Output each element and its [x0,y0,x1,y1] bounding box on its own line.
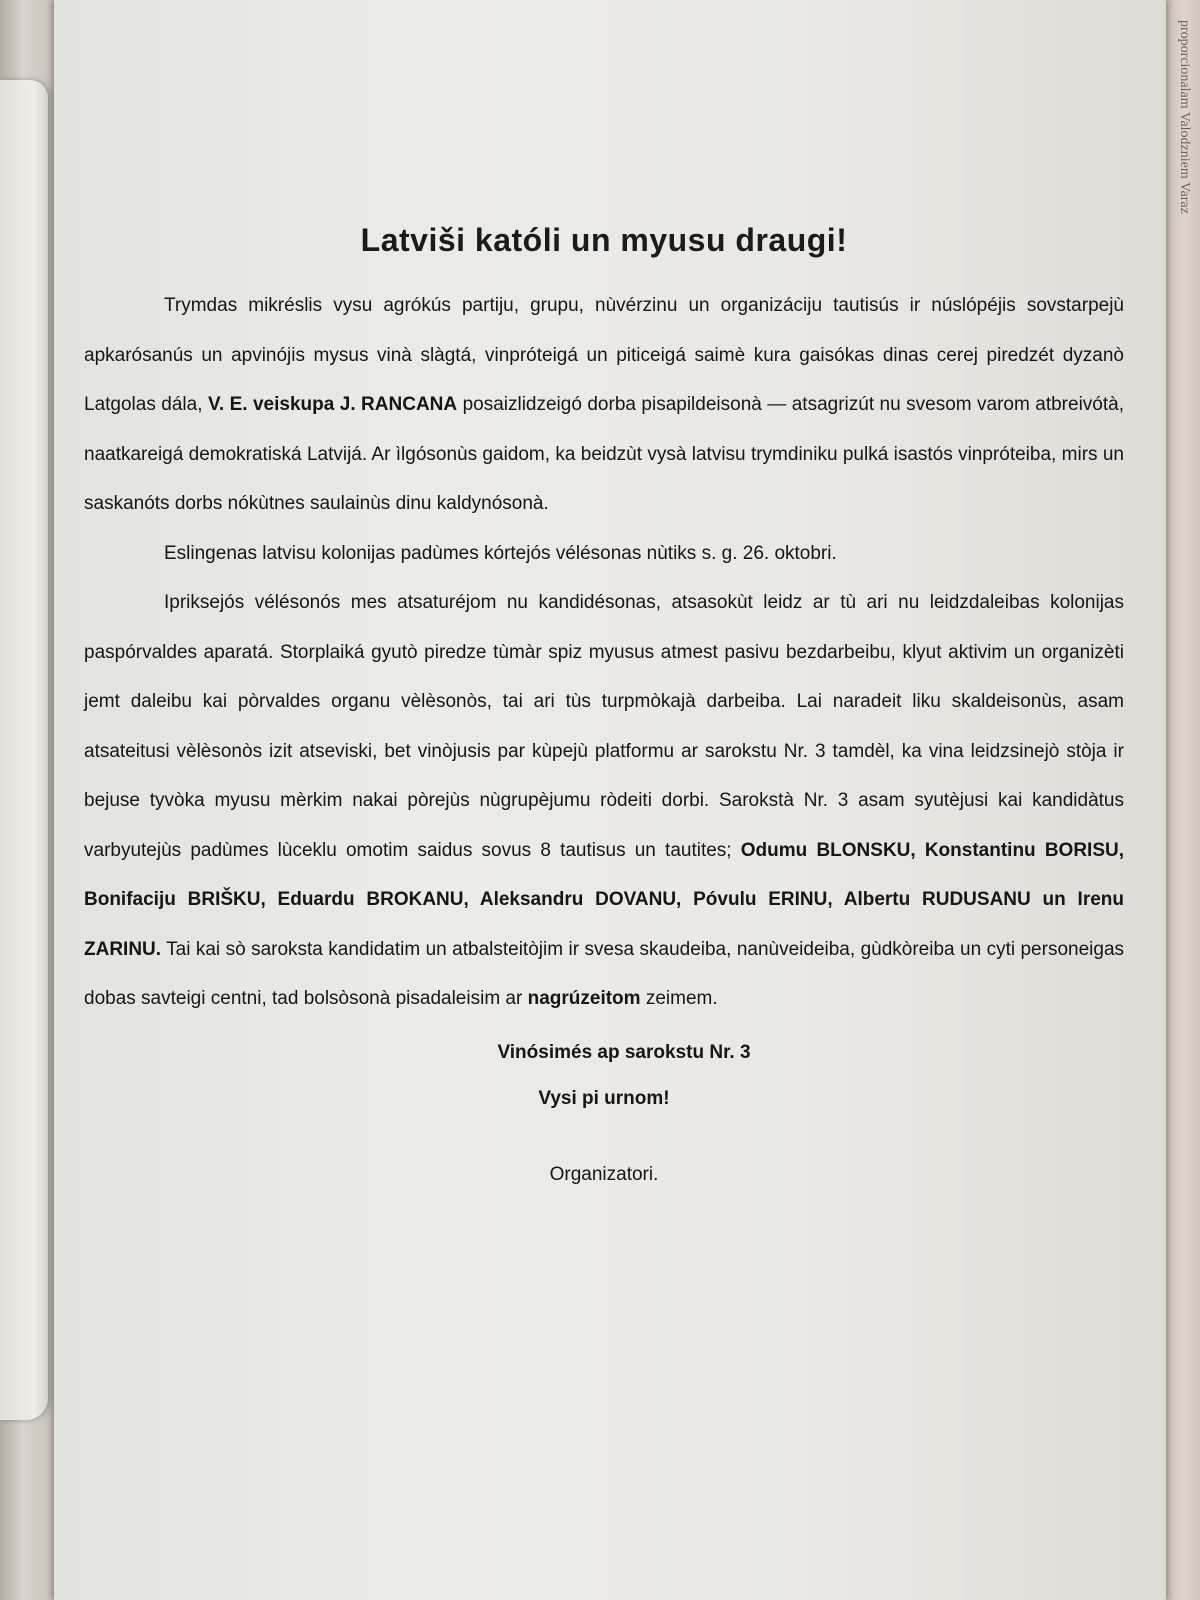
paragraph-1 [84,281,1124,529]
p1-text-c: posaizlidzeigó dorba pisapildeisonà — atsagrizút nu svesom varom atbreivótà, naatkareigá demokratiská Latvijá. Ar ìlgósonùs gaidom, ka beidzùt vysà latvisu trymdiniku pulká isastós vinpróteiba, mirs un saskanóts dorbs nókùtnes saulainùs dinu kaldynósonà. [84,394,1124,514]
margin-text: proporcionalam Valodzniem Varaz [1177,20,1192,214]
p1-text-a: Trymdas mikréslis vysu agrókús partiju, grupu, nùvérzinu un organizáciju tautisús ir núslópéjis sovstarpejù apkarósanús un apvinójis mysus vinà slàgtá, vinpróteigá un piticeigá saimè kura gaisókas dinas cerej piredzét dyzanò Latgolas dála, [84,295,1124,415]
adjacent-page-strip [1166,0,1200,1600]
document-body [84,222,1124,1186]
p3-emphasis: nagrúzeitom [527,988,641,1009]
closing-line-1: Vinósimés ap sarokstu Nr. 3 [497,1041,751,1063]
p3-text-a: Ipriksejós vélésonós mes atsaturéjom nu kandidésonas, atsasokùt leidz ar tù ari nu leidzdaleibas kolonijas paspórvaldes aparatá. Storplaiká gyutò piredze tùmàr spiz myusus atmest pasivu bezdarbeibu, klyut aktivim un organizèti jemt daleibu kai pòrvaldes organu vèlèsonòs, tai ari tùs turpmòkajà darbeiba. Lai naradeit liku skaldeisonùs, asam atsateitusi vèlèsonòs izit atseviski, bet vinòjusis par kùpejù platformu ar sarokstu Nr. 3 tamdèl, ka vina leidzsinejò stòja ir bejuse tyvòka myusu mèrkim nakai pòrejùs nùgrupèjumu ròdeiti dorbi. Sarokstà Nr. 3 asam syutèjusi kai kandidàtus varbyutejùs padùmes lùceklu omotim saidus sovus 8 tautisus un tautites; [84,592,1124,861]
page-title: Latviši katóli un myusu draugi! [360,222,848,258]
p3-candidate-names: Odumu BLONSKU, Konstantinu BORISU, Bonifaciju BRIŠKU, Eduardu BROKANU, Aleksandru DOVANU, Póvulu ERINU, Albertu RUDUSANU un Irenu ZARINU. [84,839,1125,960]
document-page [54,0,1166,1600]
adjacent-page-edge [0,80,48,1420]
p1-bishop-name: V. E. veiskupa J. RANCANA [207,394,458,415]
paragraph-2: Eslingenas latvisu kolonijas padùmes kórtejós vélésonas nùtiks s. g. 26. oktobri. [164,542,837,564]
p3-text-c: Tai kai sò saroksta kandidatim un atbalsteitòjim ir svesa skaudeiba, nanùveideiba, gùdkòreiba un cyti personeigas dobas savteigi centni, tad bolsòsonà pisadaleisim ar [84,938,1125,1009]
paragraph-3 [84,578,1124,1024]
closing-line-2: Vysi pi urnom! [538,1087,670,1109]
p3-text-e: zeimem. [645,988,718,1009]
signature: Organizatori. [549,1163,659,1185]
